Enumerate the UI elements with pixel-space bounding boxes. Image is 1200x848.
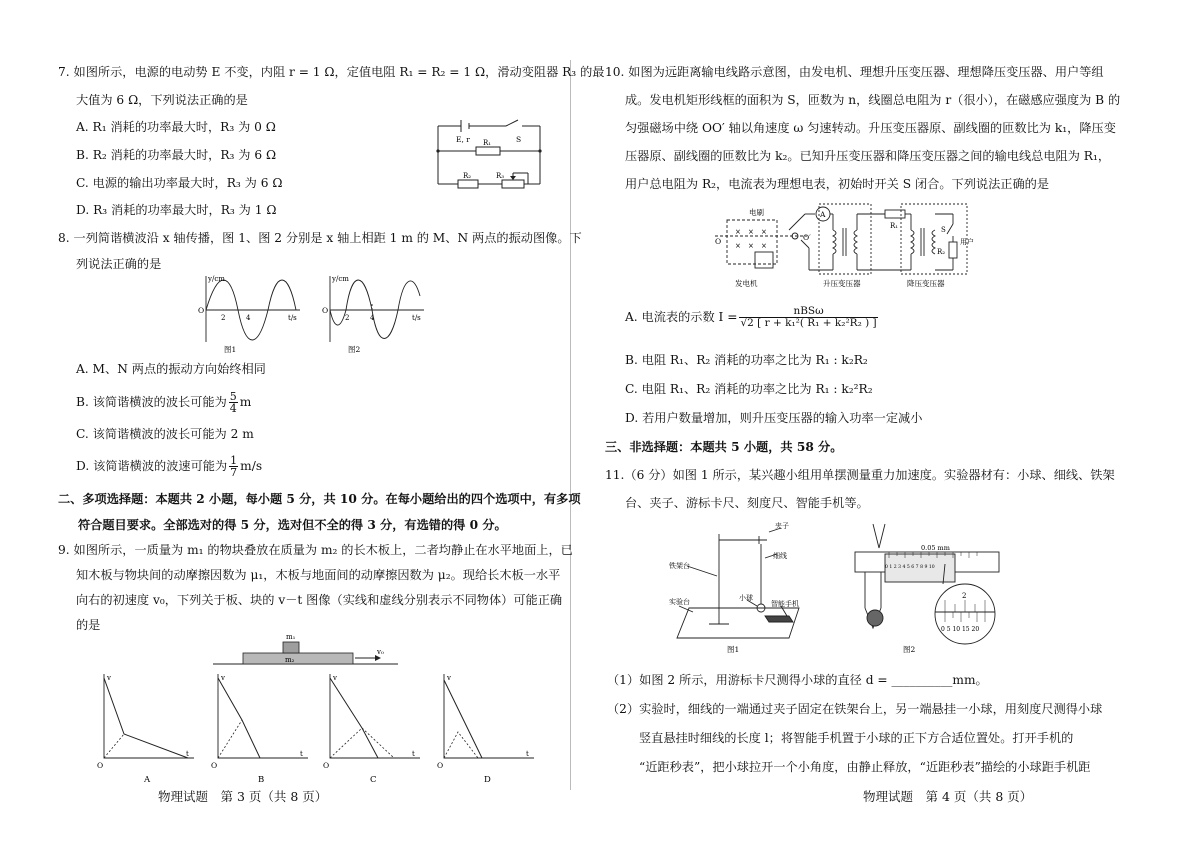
q10-cross-4: × [735,242,741,250]
q9-stem-line3: 向右的初速度 v₀，下列关于板、块的 v－t 图像（实线和虚线分别表示不同物体）可能正确 [76,593,563,607]
q7-option-a[interactable]: A. R₁ 消耗的功率最大时，R₃ 为 0 Ω [76,120,276,134]
q9-vt-option-label: B [258,775,265,785]
q9-vt-dashed-line [218,720,242,758]
q9-vt-v-label: v [107,674,111,682]
q10-label-o: O [715,237,722,246]
q11-fig2-caption: 图2 [903,645,916,654]
q9-vt-dashed-line [104,734,124,758]
q10-label-step-down: 降压变压器 [907,279,945,288]
q10-cross-1: × [735,228,741,236]
q9-vt-t-label: t [412,750,415,758]
q9-vt-axes [218,674,308,758]
q10-stem-line3: 匀强磁场中绕 OO′ 轴以角速度 ω 匀速转动。升压变压器原、副线圈的匝数比为 k₁，降压变 [625,121,1116,135]
q11-sub2-line1: （2）实验时，细线的一端通过夹子固定在铁架台上，另一端悬挂一小球，用刻度尺测得小球 [607,702,1103,716]
q8-stem-line2: 列说法正确的是 [76,257,162,271]
q10-label-generator: 发电机 [735,279,758,288]
section2-heading-line2: 符合题目要求。全部选对的得 5 分，选对但不全的得 3 分，有选错的得 0 分。 [78,518,507,532]
q8-option-a[interactable]: A. M、N 两点的振动方向始终相同 [76,362,266,376]
q11-fig1-caption: 图1 [727,645,740,654]
q11-sub1[interactable]: （1）如图 2 所示，用游标卡尺测得小球的直径 d = __________mm。 [607,673,988,687]
q11-label-clip: 夹子 [775,522,789,530]
q10-label-r2: R₂ [937,248,946,256]
q10-option-c[interactable]: C. 电阻 R₁、R₂ 消耗的功率之比为 R₁ : k₂²R₂ [625,382,873,396]
q9-vt-graph-a[interactable] [98,672,198,784]
q9-vt-axes [330,674,420,758]
q10-label-step-up: 升压变压器 [823,279,861,288]
q10-option-d[interactable]: D. 若用户数量增加，则升压变压器的输入功率一定减小 [625,411,923,425]
q9-label-m2: m₂ [285,656,295,664]
q9-vt-graph-b[interactable] [212,672,312,784]
q10-cross-3: × [761,228,767,236]
q8-option-b[interactable]: B. 该简谐横波的波长可能为 $\frac{5}{4}$ m [76,390,252,415]
q8-fig1-origin: O [198,306,205,315]
q9-stem-line4: 的是 [76,618,101,632]
q10-label-brush: 电刷 [749,208,764,217]
q9-vt-dashed-line [444,732,478,758]
q7-circuit-diagram [436,118,548,192]
q8-fig2-caption: 图2 [348,345,361,354]
q7-option-b[interactable]: B. R₂ 消耗的功率最大时，R₃ 为 6 Ω [76,148,277,162]
q10-stem-line2: 成。发电机矩形线框的面积为 S，匝数为 n，线圈总电阻为 r（很小），在磁感应强度为 B 的 [625,93,1121,107]
q8-fig1-xlabel: t/s [288,314,297,322]
q8-fig2-ylabel: y/cm [332,275,349,283]
q10-cross-6: × [761,242,767,250]
q8-fig1-tick4: 4 [246,314,251,322]
q8-d-fraction: $\frac{1}{7}$ [230,454,238,479]
q10-label-user: 用户 [960,238,974,246]
q9-vt-v-label: v [447,674,451,682]
q9-vt-dashed-line [330,728,394,758]
q10-cross-2: × [748,228,754,236]
q10-ammeter-label: A [820,210,826,219]
q11-caliper-vernier-scale: 0 5 10 15 20 [941,626,980,633]
q9-vt-v-label: v [221,674,225,682]
q11-sub2-line2: 竖直悬挂时细线的长度 l；将智能手机置于小球的正下方合适位置处。打开手机的 [639,731,1074,745]
q10-label-o-prime: O′ [803,233,811,242]
page-footer-3: 物理试题 第 3 页（共 8 页） [158,789,328,804]
q8-option-c[interactable]: C. 该简谐横波的波长可能为 2 m [76,427,254,441]
q9-label-v0: v₀ [377,648,384,656]
q9-vt-t-label: t [526,750,529,758]
q11-label-stand: 铁架台 [669,562,690,570]
q11-caliper-precision: 0.05 mm [921,544,950,552]
q8-option-d[interactable]: D. 该简谐横波的波速可能为 $\frac{1}{7}$ m/s [76,454,263,479]
q9-vt-axes [444,674,534,758]
q9-vt-origin: O [211,761,218,770]
q7-stem-line1: 7. 如图所示，电源的电动势 E 不变，内阻 r = 1 Ω，定值电阻 R₁ = R₂ = 1 Ω，滑动变阻器 R₃ 的最 [58,65,605,79]
q9-stem-line2: 知木板与物块间的动摩擦因数为 μ₁，木板与地面间的动摩擦因数为 μ₂。现给长木板一水平 [76,568,561,582]
q9-vt-solid-line [444,680,482,758]
q8-fig2-tick4: 4 [370,314,375,322]
q10-label-r1: R₁ [890,222,899,230]
q10-transmission-diagram [715,200,975,292]
q11-label-string: 细线 [773,552,787,560]
q10-stem-line5: 用户总电阻为 R₂，电流表为理想电表，初始时开关 S 闭合。下列说法正确的是 [625,177,1050,191]
q11-label-table: 实验台 [669,598,690,606]
q9-stem-line1: 9. 如图所示，一质量为 m₁ 的物块叠放在质量为 m₂ 的长木板上，二者均静止在水平地面上，已 [58,543,573,557]
section3-heading: 三、非选择题：本题共 5 小题，共 58 分。 [605,440,843,454]
q11-caliper-mag-main: 2 [962,592,967,600]
q11-label-ball: 小球 [739,594,753,602]
q9-vt-option-label: A [144,775,151,785]
q10-option-b[interactable]: B. 电阻 R₁、R₂ 消耗的功率之比为 R₁ : k₂R₂ [625,353,868,367]
q9-vt-graph-c[interactable] [324,672,424,784]
q8-stem-line1: 8. 一列简谐横波沿 x 轴传播，图 1、图 2 分别是 x 轴上相距 1 m 的 M、N 两点的振动图像。下 [58,231,582,245]
q8-b-fraction: $\frac{5}{4}$ [229,390,237,415]
q7-label-r2: R₂ [463,172,472,180]
q7-label-s: S [516,135,522,144]
q9-vt-t-label: t [300,750,303,758]
q8-fig2-xlabel: t/s [412,314,421,322]
q9-vt-graph-d[interactable] [438,672,538,784]
q11-stem-line1: 11.（6 分）如图 1 所示，某兴趣小组用单摆测量重力加速度。实验器材有：小球、细线、铁架 [605,468,1115,482]
q11-label-phone: 智能手机 [771,600,799,608]
q9-vt-t-label: t [186,750,189,758]
column-divider [570,60,571,790]
q9-vt-origin: O [323,761,330,770]
q9-vt-solid-line [218,678,260,758]
q11-sub2-line3: “近距秒表”，把小球拉开一个小角度，由静止释放，“近距秒表”描绘的小球距手机距 [639,760,1091,774]
q7-option-c[interactable]: C. 电源的输出功率最大时，R₃ 为 6 Ω [76,176,283,190]
section2-heading-line1: 二、多项选择题：本题共 2 小题，每小题 5 分，共 10 分。在每小题给出的四个选项中，有多项 [58,492,581,506]
q9-vt-option-label: C [370,775,377,785]
q7-stem-line2: 大值为 6 Ω，下列说法正确的是 [76,93,248,107]
q9-vt-solid-line [104,678,188,758]
q7-label-er: E, r [456,135,470,144]
q9-vt-v-label: v [333,674,337,682]
q9-block-board-figure [213,628,403,668]
q7-label-r1: R₁ [483,139,492,147]
q9-vt-solid-line [330,678,378,758]
q8-fig1-caption: 图1 [224,345,237,354]
q8-fig1-ylabel: y/cm [208,275,225,283]
q10-label-s: S [941,226,946,234]
q8-fig2-tick2: 2 [345,314,350,322]
q8-fig2-origin: O [322,306,329,315]
q11-figure-1-pendulum [669,518,814,654]
q11-caliper-main-scale: 0 1 2 3 4 5 6 7 8 9 10 [885,565,935,570]
q7-label-r3: R₃ [496,172,505,180]
q9-label-m1: m₁ [286,633,296,641]
q8-graph-1 [196,270,308,354]
q9-vt-option-label: D [484,775,491,785]
q10-option-a[interactable]: A. 电流表的示数 I = $\frac{\text{nBSω}}{\text{√2 [ r + k₁²( R₁ + k₂²R₂ ) ]}}$ [625,305,877,329]
q11-stem-line2: 台、夹子、游标卡尺、刻度尺、智能手机等。 [625,496,869,510]
q9-vt-origin: O [437,761,444,770]
q8-graph-2 [320,270,432,354]
page-footer-4: 物理试题 第 4 页（共 8 页） [863,789,1033,804]
q10-stem-line4: 压器原、副线圈的匝数比为 k₂。已知升压变压器和降压变压器之间的输电线总电阻为 R₁， [625,149,1111,163]
q11-figure-2-caliper [845,518,1005,654]
q10-stem-line1: 10. 如图为远距离输电线路示意图，由发电机、理想升压变压器、理想降压变压器、用户等组 [605,65,1104,79]
q8-fig1-tick2: 2 [221,314,226,322]
q7-option-d[interactable]: D. R₃ 消耗的功率最大时，R₃ 为 1 Ω [76,203,277,217]
q10-cross-5: × [748,242,754,250]
q10-a-fraction: $\frac{\text{nBSω}}{\text{√2 [ r + k₁²( R₁ + k₂²R₂ ) ]}}$ [740,305,877,329]
q9-vt-origin: O [97,761,104,770]
